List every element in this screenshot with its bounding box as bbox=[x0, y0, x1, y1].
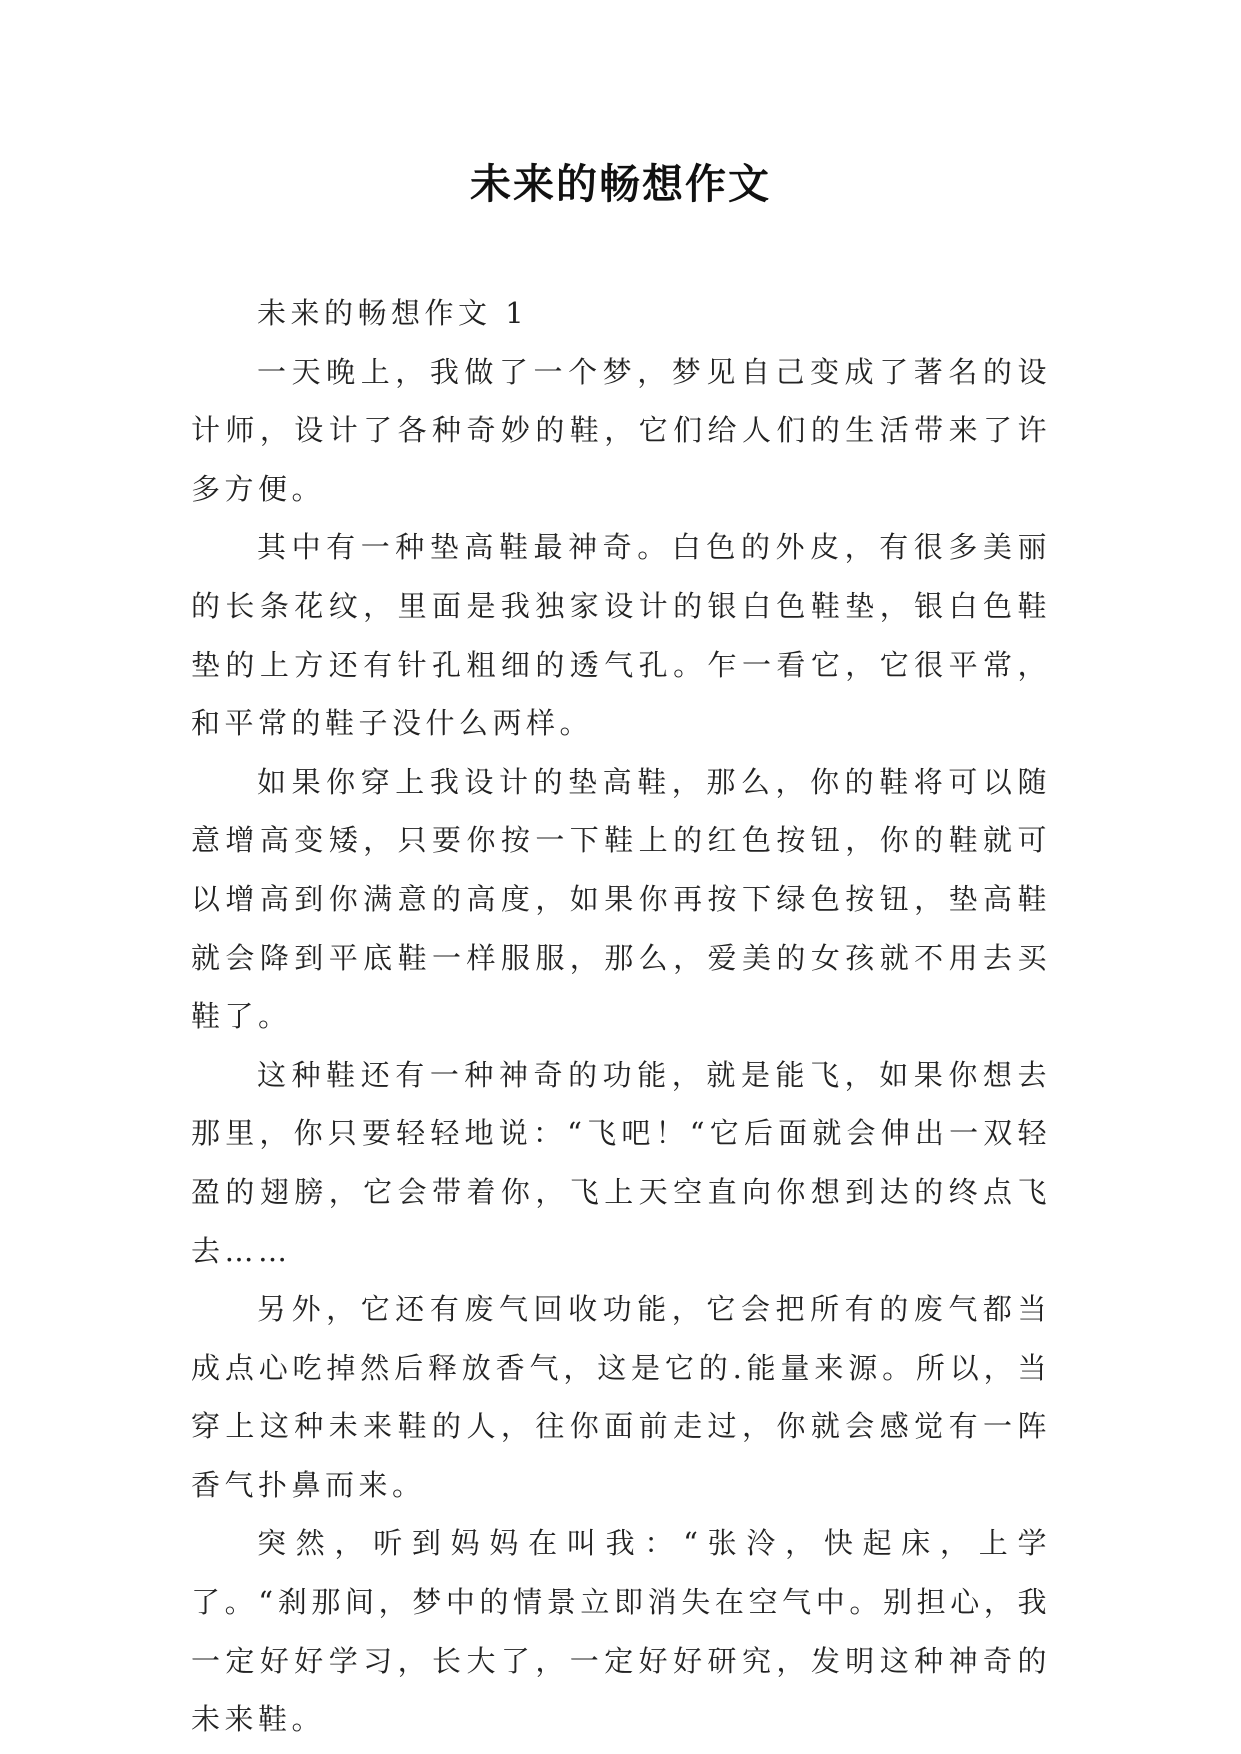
paragraph-height-function: 如果你穿上我设计的垫高鞋，那么，你的鞋将可以随意增高变矮，只要你按一下鞋上的红色按钮，你的鞋就可以增高到你满意的高度，如果你再按下绿色按钮，垫高鞋就会降到平底鞋一样服服，那么，爱美的女孩就不用去买鞋了。 bbox=[191, 764, 1051, 1034]
document-title: 未来的畅想作文 bbox=[470, 160, 771, 208]
paragraph-exhaust-recycling: 另外，它还有废气回收功能，它会把所有的废气都当成点心吃掉然后释放香气，这是它的.能量来源。所以，当穿上这种未来鞋的人，往你面前走过，你就会感觉有一阵香气扑鼻而来。 bbox=[191, 1292, 1051, 1502]
paragraph-dream-intro: 一天晚上，我做了一个梦，梦见自己变成了著名的设计师，设计了各种奇妙的鞋，它们给人们的生活带来了许多方便。 bbox=[191, 354, 1051, 506]
paragraph-waking-up: 突然，听到妈妈在叫我：“张泠，快起床，上学了。“刹那间，梦中的情景立即消失在空气中。别担心，我一定好好学习，长大了，一定好好研究，发明这种神奇的未来鞋。 bbox=[191, 1526, 1051, 1737]
paragraph-flying-function: 这种鞋还有一种神奇的功能，就是能飞，如果你想去那里，你只要轻轻地说：“飞吧！“它后面就会伸出一双轻盈的翅膀，它会带着你，飞上天空直向你想到达的终点飞去…… bbox=[191, 1057, 1051, 1268]
essay-heading-paragraph: 未来的畅想作文 1 bbox=[257, 296, 529, 330]
document-body bbox=[191, 284, 1051, 1749]
paragraph-shoe-appearance: 其中有一种垫高鞋最神奇。白色的外皮，有很多美丽的长条花纹，里面是我独家设计的银白色鞋垫，银白色鞋垫的上方还有针孔粗细的透气孔。乍一看它，它很平常，和平常的鞋子没什么两样。 bbox=[191, 530, 1051, 741]
